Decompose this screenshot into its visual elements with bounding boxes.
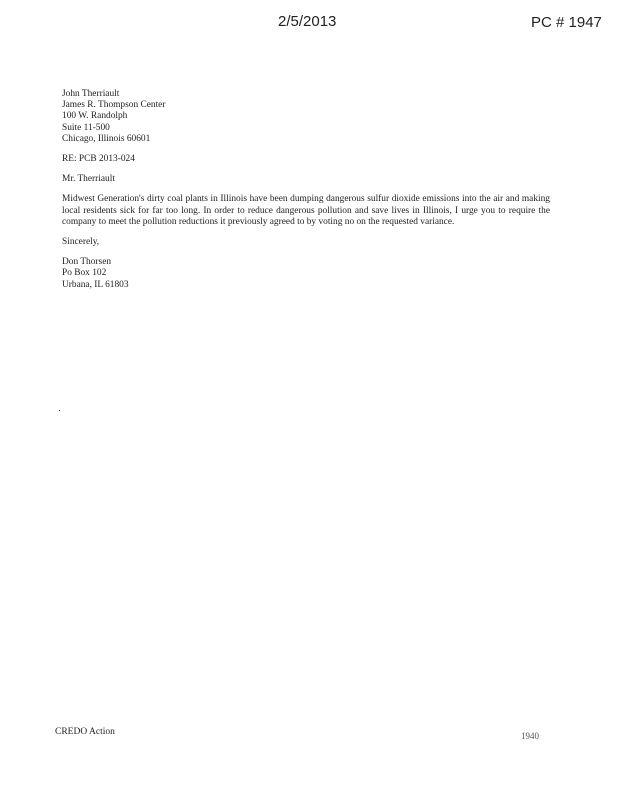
- letter-body: [62, 89, 552, 291]
- letter-paragraph: Midwest Generation's dirty coal plants in Illinois have been dumping dangerous sulfur dioxide emissions into the air and making local residents sick for far too long. In order to reduce dangerous pollution and save lives in Illinois, I urge you to require the company to meet the pollution reductions it previously agreed to by voting no on the requested variance.: [62, 194, 550, 227]
- header-date: 2/5/2013: [278, 13, 337, 30]
- sender-po-box: Po Box 102: [62, 268, 107, 279]
- recipient-street: 100 W. Randolph: [62, 111, 128, 122]
- recipient-city: Chicago, Illinois 60601: [62, 133, 151, 144]
- sender-name: Don Thorsen: [62, 257, 112, 268]
- sender-city: Urbana, IL 61803: [62, 279, 129, 290]
- recipient-address: [62, 89, 552, 145]
- recipient-suite: Suite 11-500: [62, 122, 110, 133]
- footer-source: CREDO Action: [55, 727, 115, 737]
- salutation: Mr. Therriault: [62, 174, 115, 185]
- footer-page-number: 1940: [521, 731, 539, 741]
- sender-address: [62, 257, 552, 291]
- closing: Sincerely,: [62, 237, 100, 248]
- recipient-name: John Therriault: [62, 89, 120, 99]
- scan-speck: [59, 410, 60, 411]
- reference-line: RE: PCB 2013-024: [62, 154, 135, 165]
- recipient-building: James R. Thompson Center: [62, 100, 166, 111]
- public-comment-number: PC # 1947: [531, 14, 602, 31]
